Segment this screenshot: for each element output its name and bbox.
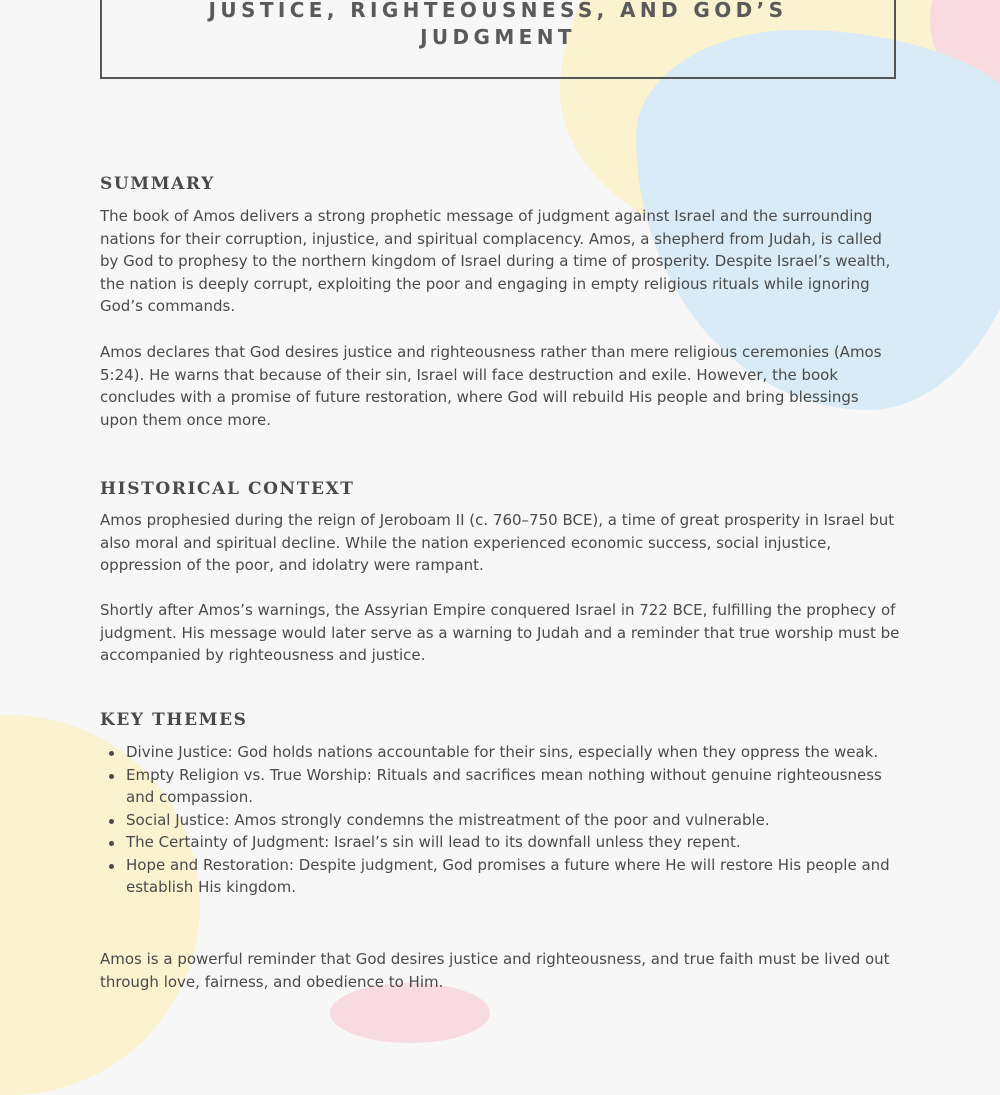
list-item: Divine Justice: God holds nations accountable for their sins, especially when they oppress the weak. [126, 741, 895, 764]
list-item: The Certainty of Judgment: Israel’s sin will lead to its downfall unless they repent. [126, 831, 895, 854]
key-themes-heading: KEY THEMES [100, 710, 248, 730]
title-box [100, 0, 896, 79]
list-item: Social Justice: Amos strongly condemns the mistreatment of the poor and vulnerable. [126, 809, 895, 832]
key-themes-list [100, 741, 895, 899]
conclusion-paragraph: Amos is a powerful reminder that God desires justice and righteousness, and true faith must be lived out through love, fairness, and obedience to Him. [100, 950, 890, 991]
list-item: Hope and Restoration: Despite judgment, God promises a future where He will restore His people and establish His kingdom. [126, 854, 895, 899]
historical-context-paragraph-1: Amos prophesied during the reign of Jeroboam II (c. 760–750 BCE), a time of great prosperity in Israel but also moral and spiritual decline. While the nation experienced economic success, social injustice, oppression of the poor, and idolatry were rampant. [100, 511, 895, 574]
list-item: Empty Religion vs. True Worship: Rituals and sacrifices mean nothing without genuine righteousness and compassion. [126, 764, 895, 809]
historical-context-paragraph-2: Shortly after Amos’s warnings, the Assyrian Empire conquered Israel in 722 BCE, fulfilling the prophecy of judgment. His message would later serve as a warning to Judah and a reminder that true worship must be accompanied by righteousness and justice. [100, 601, 900, 664]
summary-paragraph-2: Amos declares that God desires justice and righteousness rather than mere religious ceremonies (Amos 5:24). He warns that because of their sin, Israel will face destruction and exile. However, the book concludes with a promise of future restoration, where God will rebuild His people and bring blessings upon them once more. [100, 343, 882, 429]
summary-paragraph-1: The book of Amos delivers a strong prophetic message of judgment against Israel and the surrounding nations for their corruption, injustice, and spiritual complacency. Amos, a shepherd from Judah, is called by God to prophesy to the northern kingdom of Israel during a time of prosperity. Despite Israel’s wealth, the nation is deeply corrupt, exploiting the poor and engaging in empty religious rituals while ignoring God’s commands. [100, 207, 891, 315]
historical-context-heading: HISTORICAL CONTEXT [100, 479, 355, 499]
page-title: JUSTICE, RIGHTEOUSNESS, AND GOD’S JUDGMENT [208, 0, 788, 49]
summary-heading: SUMMARY [100, 174, 215, 194]
